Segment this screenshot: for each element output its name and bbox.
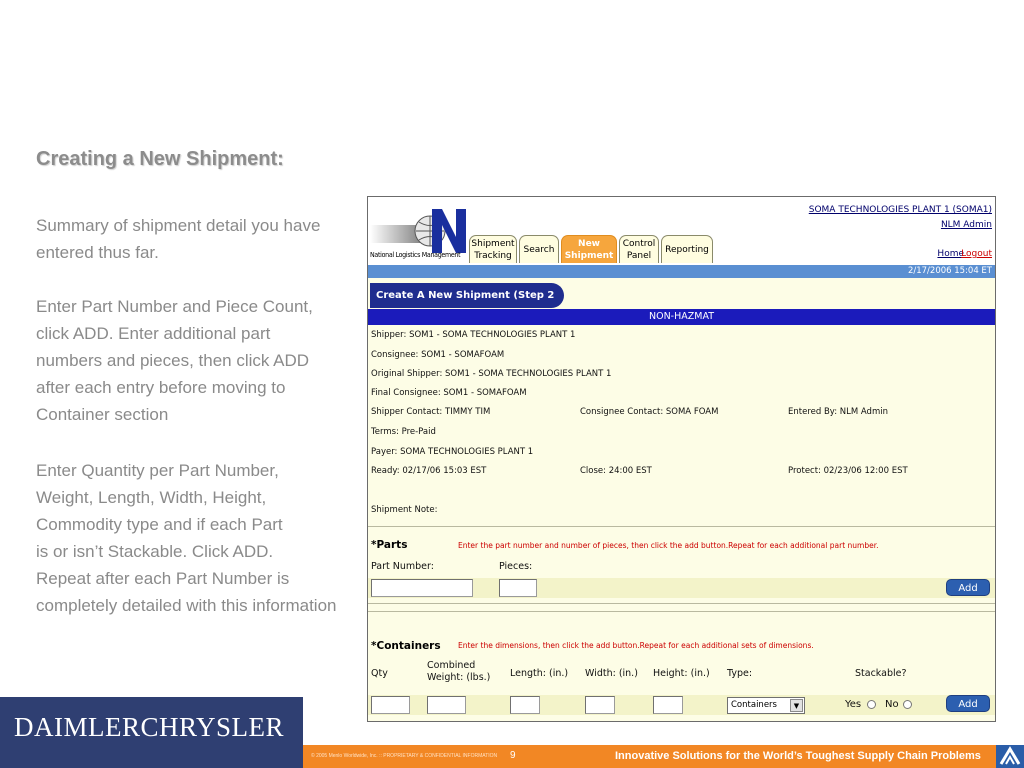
entered-by-text: Entered By: NLM Admin	[788, 407, 888, 417]
footer-tagline: Innovative Solutions for the World’s Toughest Supply Chain Problems	[615, 750, 981, 762]
confidential-notice: © 2005 Menlo Worldwide, Inc. :: PROPRIETARY & CONFIDENTIAL INFORMATION	[311, 753, 498, 759]
height-input[interactable]	[653, 696, 683, 714]
parts-instruction: Enter the part number and number of pieces, then click the add button.Repeat for each additional part number.	[458, 541, 879, 550]
shipper-contact-text: Shipper Contact: TIMMY TIM	[371, 407, 491, 417]
slide-paragraph-parts	[36, 293, 366, 428]
tab-control-panel[interactable]	[619, 235, 659, 263]
hazmat-status-bar: NON-HAZMAT	[368, 309, 995, 325]
app-header	[368, 197, 995, 265]
parts-section-title: *Parts	[371, 539, 408, 551]
menlo-logo-icon	[996, 745, 1024, 768]
slide-text-line: Commodity type and if each Part	[36, 515, 283, 534]
chevron-down-icon[interactable]: ▼	[790, 699, 803, 712]
payer-text: Payer: SOMA TECHNOLOGIES PLANT 1	[371, 447, 534, 457]
stackable-label: Stackable?	[855, 668, 907, 679]
original-shipper-text: Original Shipper: SOM1 - SOMA TECHNOLOGIES PLANT 1	[371, 369, 612, 379]
part-number-input[interactable]	[371, 579, 473, 597]
weight-input[interactable]	[427, 696, 466, 714]
tab-search[interactable]	[519, 235, 559, 263]
section-divider	[368, 611, 995, 612]
slide-text-line: completely detailed with this information	[36, 596, 337, 615]
tab-reporting[interactable]	[661, 235, 713, 263]
slide-text-line: Summary of shipment detail you have	[36, 216, 321, 235]
slide-text-line: Weight, Length, Width, Height,	[36, 488, 267, 507]
add-container-button[interactable]: Add	[946, 695, 990, 712]
weight-label-line: Weight: (lbs.)	[427, 672, 491, 683]
slide-text-line: click ADD. Enter additional part	[36, 324, 271, 343]
stackable-yes-label: Yes	[845, 699, 862, 710]
consignee-contact-text: Consignee Contact: SOMA FOAM	[580, 407, 719, 417]
width-label: Width: (in.)	[585, 668, 638, 679]
pieces-input[interactable]	[499, 579, 537, 597]
slide-text-line: Repeat after each Part Number is	[36, 569, 290, 588]
tab-new-shipment[interactable]	[561, 235, 617, 263]
containers-section-title: *Containers	[371, 640, 441, 652]
container-type-select[interactable]	[727, 697, 805, 714]
tab-label: New	[578, 238, 600, 249]
length-input[interactable]	[510, 696, 540, 714]
slide-text-line: Enter Quantity per Part Number,	[36, 461, 279, 480]
slide-text-line: entered thus far.	[36, 243, 159, 262]
stackable-no-radio[interactable]	[903, 700, 912, 709]
tab-label: Reporting	[665, 244, 709, 255]
slide-title: Creating a New Shipment:	[36, 148, 284, 170]
section-divider	[368, 603, 995, 604]
ready-text: Ready: 02/17/06 15:03 EST	[371, 466, 487, 476]
tab-label: Control	[622, 238, 656, 249]
stackable-no-label: No	[885, 699, 899, 710]
part-number-label: Part Number:	[371, 561, 434, 572]
final-consignee-text: Final Consignee: SOM1 - SOMAFOAM	[371, 388, 527, 398]
section-divider	[368, 526, 995, 527]
slide-paragraph-summary	[36, 212, 366, 266]
close-text: Close: 24:00 EST	[580, 466, 652, 476]
add-part-button[interactable]: Add	[946, 579, 990, 596]
logo-caption: National Logistics Management	[370, 251, 461, 259]
shipment-note-text: Shipment Note:	[371, 505, 438, 515]
brand-logo: DAIMLERCHRYSLER	[14, 712, 285, 742]
protect-text: Protect: 02/23/06 12:00 EST	[788, 466, 908, 476]
page-number: 9	[510, 750, 516, 761]
slide-text-line: Enter Part Number and Piece Count,	[36, 297, 313, 316]
tab-label: Search	[523, 244, 555, 255]
slide-text-line: after each entry before moving to	[36, 378, 286, 397]
slide-text-line: Container section	[36, 405, 169, 424]
type-label: Type:	[727, 668, 753, 679]
tab-label: Shipment	[471, 238, 515, 249]
logout-link[interactable]: Logout	[961, 249, 992, 259]
pieces-label: Pieces:	[499, 561, 533, 572]
length-label: Length: (in.)	[510, 668, 569, 679]
shipment-app-window	[367, 196, 996, 722]
tab-label: Panel	[626, 250, 652, 261]
qty-input[interactable]	[371, 696, 410, 714]
home-link[interactable]: Home	[937, 249, 964, 259]
user-link[interactable]: NLM Admin	[940, 220, 992, 230]
company-link[interactable]: SOMA TECHNOLOGIES PLANT 1 (SOMA1)	[808, 205, 992, 215]
containers-instruction: Enter the dimensions, then click the add button.Repeat for each additional sets of dimensions.	[458, 641, 814, 650]
step-title: Create A New Shipment (Step 2	[370, 283, 564, 308]
width-input[interactable]	[585, 696, 615, 714]
tab-label: Shipment	[564, 250, 614, 261]
tab-shipment-tracking[interactable]	[469, 235, 517, 263]
slide-text-line: is or isn’t Stackable. Click ADD.	[36, 542, 274, 561]
shipper-text: Shipper: SOM1 - SOMA TECHNOLOGIES PLANT 1	[371, 330, 576, 340]
height-label: Height: (in.)	[653, 668, 710, 679]
slide-text-line: numbers and pieces, then click ADD	[36, 351, 310, 370]
consignee-text: Consignee: SOM1 - SOMAFOAM	[371, 350, 505, 360]
qty-label: Qty	[371, 668, 388, 679]
slide-paragraph-containers	[36, 457, 366, 619]
stackable-yes-radio[interactable]	[867, 700, 876, 709]
datetime-bar: 2/17/2006 15:04 ET	[368, 265, 995, 278]
terms-text: Terms: Pre-Paid	[371, 427, 436, 437]
tab-label: Tracking	[474, 250, 512, 261]
weight-label-line: Combined	[427, 660, 476, 671]
container-type-value: Containers	[731, 700, 777, 710]
weight-label	[427, 660, 490, 684]
